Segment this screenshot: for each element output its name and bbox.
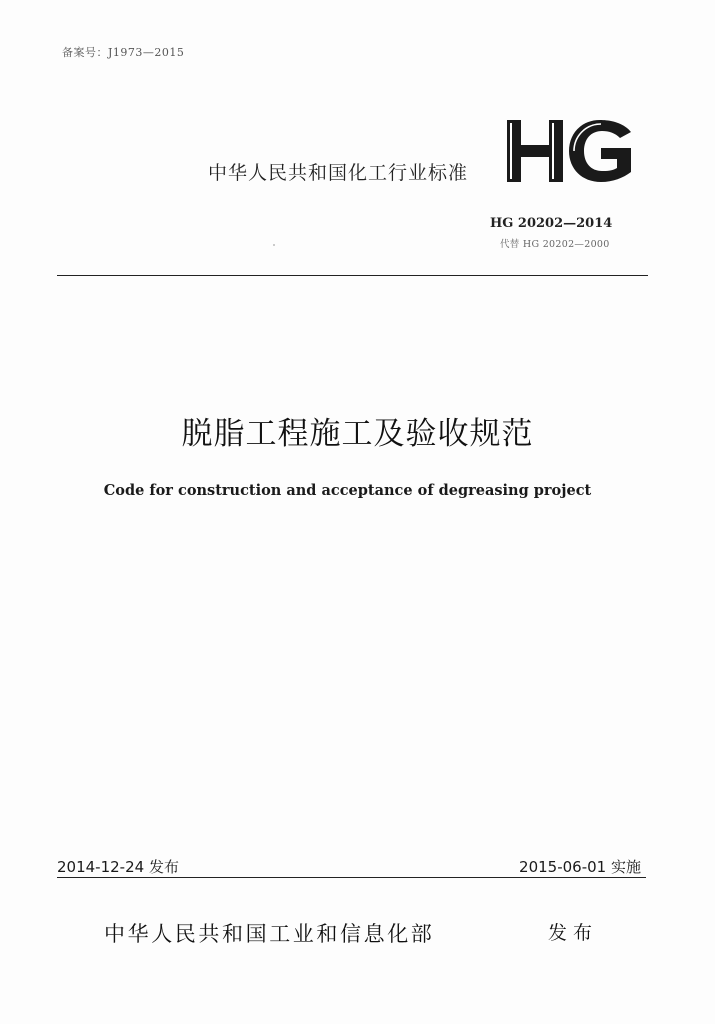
issue-date: 2014-12-24 发布: [57, 858, 179, 876]
publish-verb: 发布: [548, 922, 599, 944]
hg-logo-icon: [505, 118, 635, 184]
scan-speck: [273, 244, 275, 246]
standard-number: HG 20202—2014: [490, 216, 613, 231]
replaces-standard: 代替 HG 20202—2000: [500, 239, 610, 250]
publisher-name: 中华人民共和国工业和信息化部: [104, 922, 435, 946]
implementation-date: 2015-06-01 实施: [519, 858, 641, 876]
document-title-chinese: 脱脂工程施工及验收规范: [181, 416, 534, 452]
standard-type-label: 中华人民共和国化工行业标准: [208, 162, 469, 184]
record-number: 备案号：J1973—2015: [62, 46, 185, 59]
document-title-english: Code for construction and acceptance of degreasing project: [103, 482, 592, 499]
header-divider: [57, 275, 648, 276]
footer-divider: [57, 877, 646, 878]
